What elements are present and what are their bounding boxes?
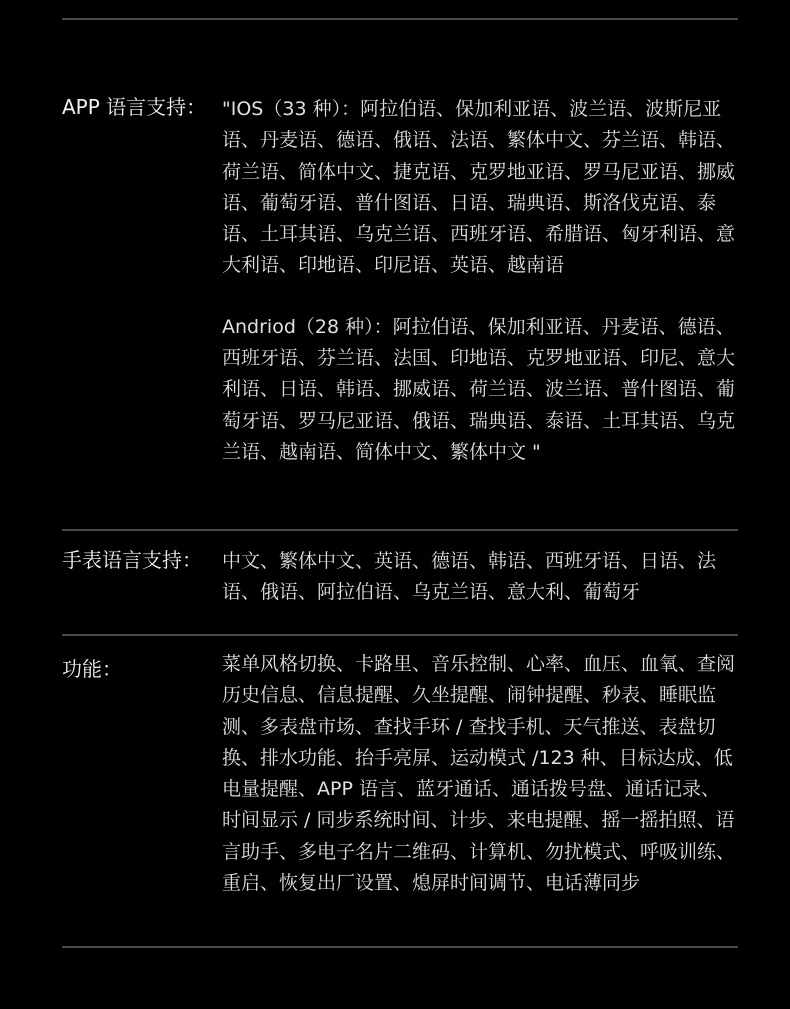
divider-after-app-language bbox=[62, 529, 738, 531]
app-language-label: APP 语言支持： bbox=[62, 95, 207, 119]
android-language-list: Andriod（28 种）：阿拉伯语、保加利亚语、丹麦语、德语、西班牙语、芬兰语、法国、印地语、克罗地亚语、印尼、意大利语、日语、韩语、挪威语、荷兰语、波兰语、普什图语、葡萄牙语、罗马尼亚语、俄语、瑞典语、泰语、土耳其语、乌克兰语、越南语、简体中文、繁体中文 " bbox=[222, 315, 736, 463]
app-language-value bbox=[222, 94, 738, 468]
watch-language-label: 手表语言支持： bbox=[62, 548, 202, 572]
ios-language-list: "IOS（33 种）：阿拉伯语、保加利亚语、波兰语、波斯尼亚语、丹麦语、德语、俄语、法语、繁体中文、芬兰语、韩语、荷兰语、简体中文、捷克语、克罗地亚语、罗马尼亚语、挪威语、葡萄牙语、普什图语、日语、瑞典语、斯洛伐克语、泰语、土耳其语、乌克兰语、西班牙语、希腊语、匈牙利语、意大利语、印地语、印尼语、英语、越南语 bbox=[222, 98, 736, 277]
divider-after-watch-language bbox=[62, 634, 738, 636]
watch-language-value: 中文、繁体中文、英语、德语、韩语、西班牙语、日语、法语、俄语、阿拉伯语、乌克兰语、意大利、葡萄牙 bbox=[222, 550, 717, 604]
divider-bottom bbox=[62, 946, 738, 948]
divider-top bbox=[62, 18, 738, 20]
features-value: 菜单风格切换、卡路里、音乐控制、心率、血压、血氧、查阅历史信息、信息提醒、久坐提醒、闹钟提醒、秒表、睡眠监测、多表盘市场、查找手环 / 查找手机、天气推送、表盘切换、排水功能、抬手亮屏、运动模式 /123 种、目标达成、低电量提醒、APP 语言、蓝牙通话、通话拨号盘、通话记录、时间显示 / 同步系统时间、计步、来电提醒、摇一摇拍照、语言助手、多电子名片二维码、计算机、勿扰模式、呼吸训练、重启、恢复出厂设置、熄屏时间调节、电话薄同步 bbox=[222, 653, 736, 895]
features-label: 功能： bbox=[62, 657, 122, 681]
